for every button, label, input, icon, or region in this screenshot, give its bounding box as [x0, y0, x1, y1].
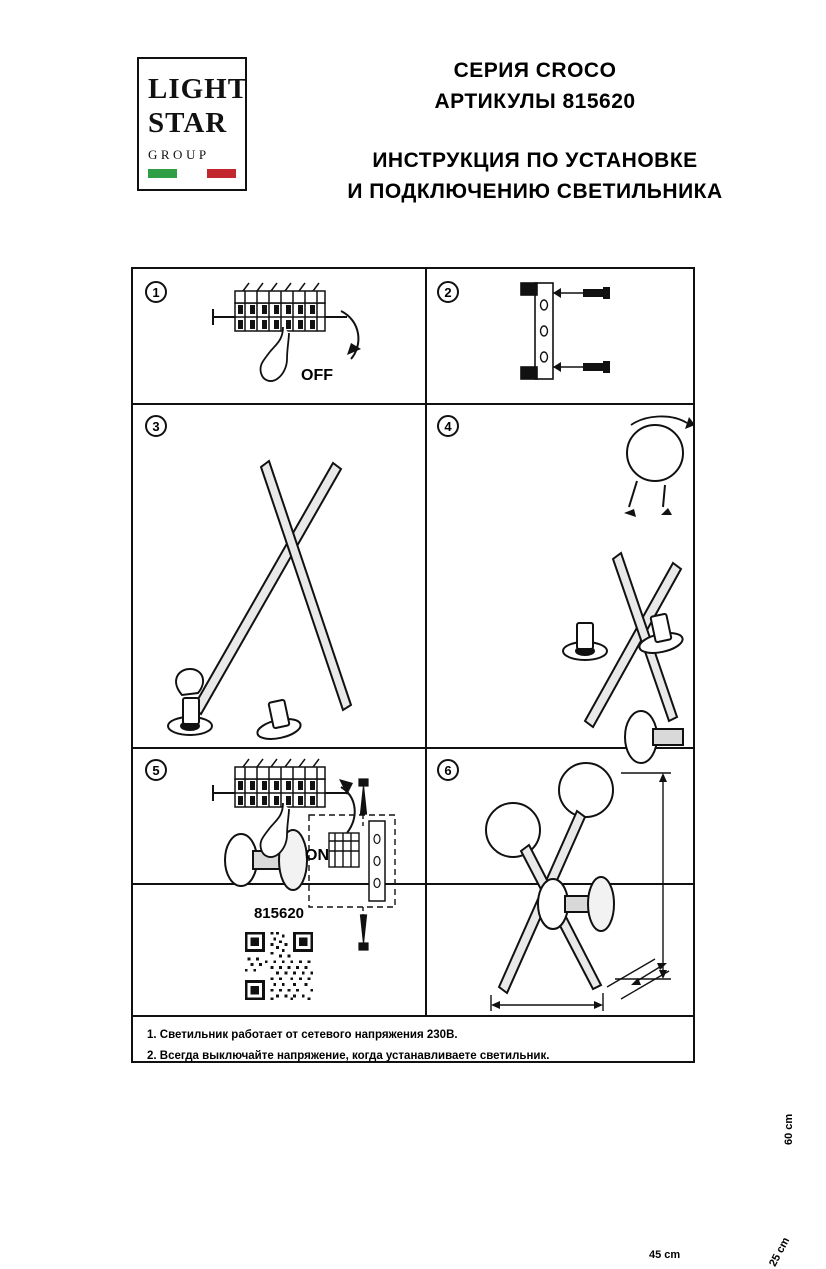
step-cell-4: [425, 403, 693, 747]
step-cell-5: [133, 747, 425, 883]
product-code: 815620: [253, 905, 305, 922]
header-text-block: [270, 55, 800, 207]
logo-text-light: LIGHT: [148, 73, 249, 105]
italian-flag-icon: [148, 169, 236, 178]
dimension-depth-label: 25 cm: [767, 1235, 793, 1269]
step-cell-2: [425, 269, 693, 403]
step-1-label-off: OFF: [301, 367, 333, 384]
step-cell-1: [133, 269, 425, 403]
step-3-illustration: [133, 403, 425, 747]
instruction-title-line2: И ПОДКЛЮЧЕНИЮ СВЕТИЛЬНИКА: [347, 180, 723, 203]
instruction-title-line1: ИНСТРУКЦИЯ ПО УСТАНОВКЕ: [372, 149, 698, 172]
page-header: [0, 0, 826, 230]
step-5-illustration: [133, 747, 425, 883]
article-title: АРТИКУЛЫ 815620: [434, 90, 636, 113]
brand-logo: [137, 57, 247, 191]
step-2-illustration: [425, 269, 693, 403]
step-6-illustration: [425, 747, 693, 1015]
step-1-illustration: [133, 269, 425, 403]
step-number-6: 6: [437, 759, 459, 781]
step-number-4: 4: [437, 415, 459, 437]
step-number-2: 2: [437, 281, 459, 303]
logo-text-group: GROUP: [148, 147, 210, 162]
note-line-1: 1. Светильник работает от сетевого напряжения 230В.: [147, 1029, 458, 1041]
product-code-cell: [133, 883, 425, 1015]
dimension-height-label: 60 cm: [783, 1113, 795, 1145]
footer-notes: [133, 1015, 693, 1063]
qr-code: [240, 929, 318, 1003]
series-title: СЕРИЯ CROCO: [453, 59, 617, 82]
step-cell-6: [425, 747, 795, 1269]
step-number-5: 5: [145, 759, 167, 781]
step-number-1: 1: [145, 281, 167, 303]
logo-text-star: STAR: [148, 107, 228, 139]
note-line-2: 2. Всегда выключайте напряжение, когда устанавливаете светильник.: [147, 1050, 550, 1062]
dimension-width-label: 45 cm: [649, 1249, 681, 1261]
step-cell-3: [133, 403, 425, 747]
step-4-illustration: [425, 403, 693, 747]
step-number-3: 3: [145, 415, 167, 437]
steps-frame: [131, 267, 795, 1269]
step-5-label-on: ON: [305, 847, 329, 864]
